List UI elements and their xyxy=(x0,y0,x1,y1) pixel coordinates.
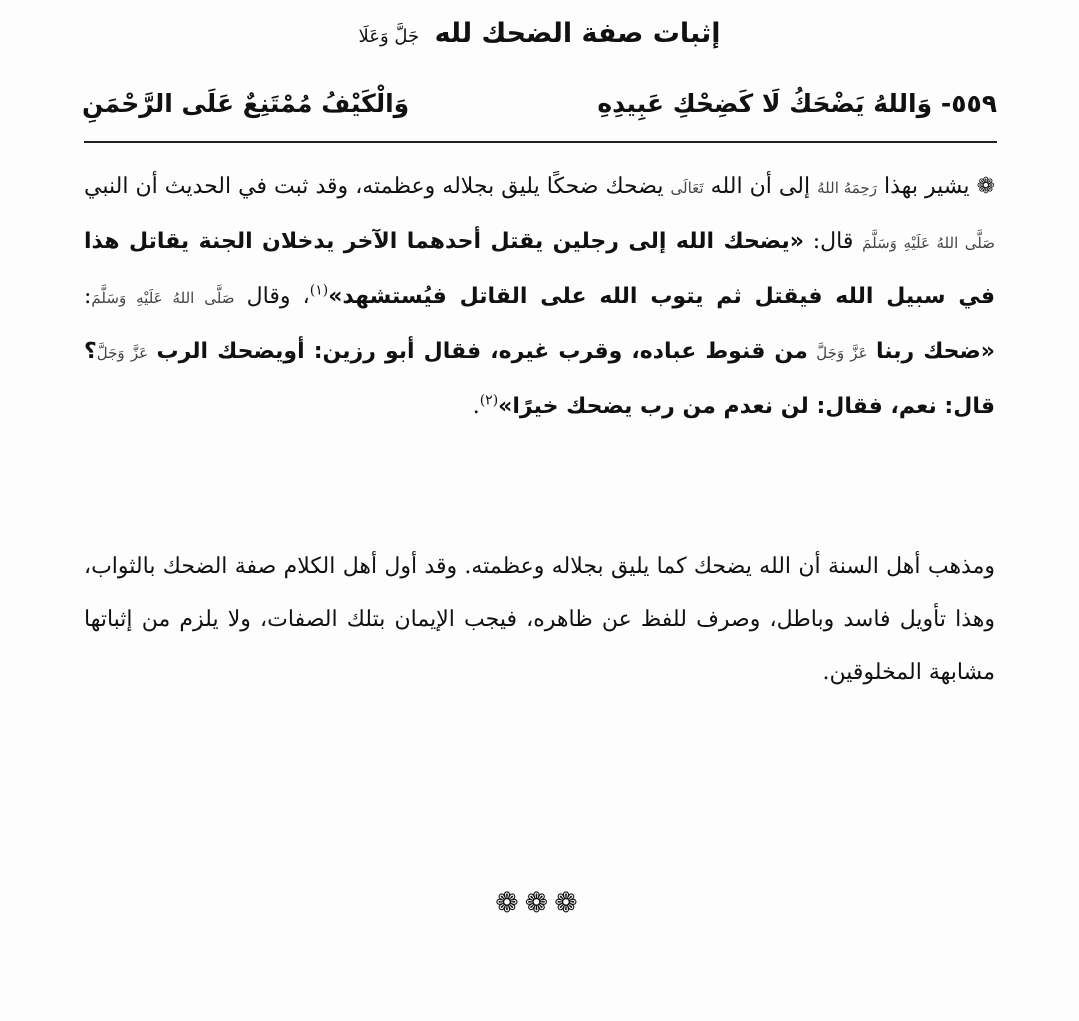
commentary-end: . xyxy=(472,394,480,419)
footnote-ref-2: (٢) xyxy=(479,392,499,409)
verse-number: ٥٥٩ xyxy=(951,89,997,118)
verse-first-half: ٥٥٩- وَاللهُ يَضْحَكُ لَا كَضِحْكِ عَبِيدِهِ xyxy=(597,89,997,118)
hadith-quote-2a: «ضحك ربنا xyxy=(875,339,996,364)
honorific-azza-2: عَزَّ وَجَلَّ xyxy=(96,344,149,362)
separator-rule xyxy=(84,141,997,143)
creed-paragraph xyxy=(84,540,995,699)
chapter-title-text: إثبات صفة الضحك لله xyxy=(434,18,721,49)
commentary-text-3: يضحك ضحكًا يليق بجلاله وعظمته، وقد ثبت في الحديث أن النبي xyxy=(84,174,664,199)
poem-verse xyxy=(82,80,997,128)
hadith-quote-2c: ؟ قال: نعم، فقال: لن نعدم من رب يضحك خيرًا» xyxy=(84,339,995,419)
bullet-icon: ❁ xyxy=(976,174,996,199)
ornament-divider-icon: ❁❁❁ xyxy=(495,886,584,919)
honorific-taala: تَعَالَى xyxy=(670,179,704,197)
commentary-text-1: يشير بهذا xyxy=(884,174,970,199)
verse-second-half xyxy=(82,80,409,128)
honorific-salawat-1: صَلَّى اللهُ عَلَيْهِ وَسَلَّمَ xyxy=(862,234,996,252)
commentary-text-5: ، وقال xyxy=(246,284,310,309)
honorific-azza-1: عَزَّ وَجَلَّ xyxy=(816,344,868,362)
verse-second-hemistich: وَالْكَيْفُ مُمْتَنِعٌ عَلَى الرَّحْمَنِ xyxy=(82,89,410,118)
honorific-rahimahullah: رَحِمَهُ اللهُ xyxy=(817,179,877,197)
chapter-title xyxy=(0,14,1079,57)
footnote-ref-1: (١) xyxy=(309,282,329,299)
creed-paragraph-text: ومذهب أهل السنة أن الله يضحك كما يليق بجلاله وعظمته. وقد أول أهل الكلام صفة الضحك بالثواب، وهذا تأويل فاسد وباطل، وصرف للفظ عن ظاهره، فيجب الإيمان بتلك الصفات، ولا يلزم من إثباتها مشابهة المخلوقين. xyxy=(84,554,995,685)
honorific-salawat-2: صَلَّى اللهُ عَلَيْهِ وَسَلَّمَ xyxy=(91,289,235,307)
honorific-phrase: جَلَّ وَعَلَا xyxy=(358,26,420,47)
commentary-text-6: : xyxy=(84,284,92,309)
commentary-text-2: إلى أن الله xyxy=(710,174,811,199)
verse-first-hemistich: وَاللهُ يَضْحَكُ لَا كَضِحْكِ عَبِيدِهِ xyxy=(597,89,933,118)
hadith-quote-2b: من قنوط عباده، وقرب غيره، فقال أبو رزين: أويضحك الرب xyxy=(156,339,808,364)
commentary-paragraph xyxy=(84,160,995,433)
hadith-quote-1: «يضحك الله إلى رجلين يقتل أحدهما الآخر يدخلان الجنة يقاتل هذا في سبيل الله فيقتل ثم يتوب الله على القاتل فيُستشهد» xyxy=(84,229,996,309)
commentary-text-4: قال: xyxy=(812,229,854,254)
